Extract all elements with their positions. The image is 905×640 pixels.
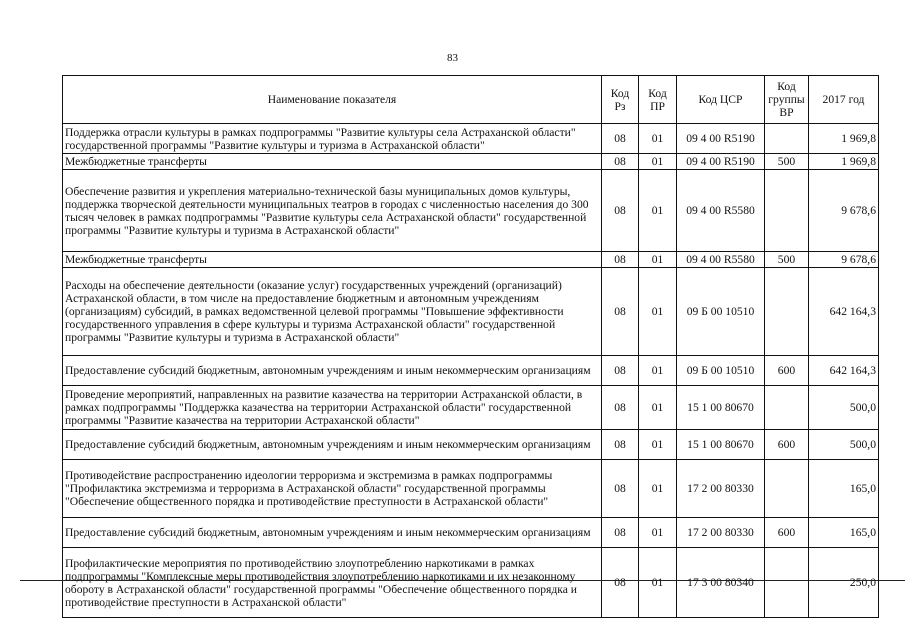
row-pr: 01 <box>639 252 677 268</box>
row-name: Предоставление субсидий бюджетным, автономным учреждениям и иным некоммерческим организациям <box>63 356 602 386</box>
row-name: Противодействие распространению идеологии терроризма и экстремизма в рамках подпрограммы "Профилактика экстремизма и терроризма в Астраханской области" государственной программы "Обеспечение общественного порядка и противодействие преступности в Астраханской области" <box>63 460 602 518</box>
row-pr: 01 <box>639 170 677 252</box>
row-rz: 08 <box>602 460 639 518</box>
row-name: Предоставление субсидий бюджетным, автономным учреждениям и иным некоммерческим организациям <box>63 430 602 460</box>
row-vr <box>765 268 809 356</box>
row-vr: 500 <box>765 252 809 268</box>
table-row <box>63 430 879 460</box>
row-rz: 08 <box>602 386 639 430</box>
row-amount: 9 678,6 <box>809 252 879 268</box>
row-amount: 165,0 <box>809 518 879 548</box>
row-rz: 08 <box>602 518 639 548</box>
row-vr <box>765 548 809 618</box>
budget-table <box>62 75 879 618</box>
row-vr: 600 <box>765 518 809 548</box>
table-row <box>63 268 879 356</box>
table-header <box>63 76 879 124</box>
row-vr <box>765 386 809 430</box>
scan-strike-line <box>20 580 905 581</box>
row-rz: 08 <box>602 154 639 170</box>
row-name: Поддержка отрасли культуры в рамках подпрограммы "Развитие культуры села Астраханской области" государственной программы "Развитие культуры и туризма в Астраханской области" <box>63 124 602 154</box>
table-row <box>63 124 879 154</box>
row-name: Расходы на обеспечение деятельности (оказание услуг) государственных учреждений (организаций) Астраханской области, в том числе на предоставление бюджетным и автономным учреждениям (организациям) субсидий, в рамках ведомственной целевой программы "Повышение эффективности государственного управления в сфере культуры и туризма Астраханской области" государственной программы "Развитие культуры и туризма в Астраханской области" <box>63 268 602 356</box>
row-pr: 01 <box>639 356 677 386</box>
row-name: Проведение мероприятий, направленных на развитие казачества на территории Астраханской области, в рамках подпрограммы "Поддержка казачества на территории Астраханской области" государственной программы "Развитие казачества на территории Астраханской области" <box>63 386 602 430</box>
row-vr <box>765 124 809 154</box>
row-csr: 17 2 00 80330 <box>677 518 765 548</box>
row-pr: 01 <box>639 430 677 460</box>
row-pr: 01 <box>639 268 677 356</box>
row-pr: 01 <box>639 386 677 430</box>
table-row <box>63 460 879 518</box>
page-number: 83 <box>447 52 458 64</box>
header-pr: Код ПР <box>639 76 677 124</box>
header-vr: Код группы ВР <box>765 76 809 124</box>
row-rz: 08 <box>602 430 639 460</box>
table-row <box>63 386 879 430</box>
row-amount: 500,0 <box>809 430 879 460</box>
row-pr: 01 <box>639 154 677 170</box>
row-csr: 17 3 00 80340 <box>677 548 765 618</box>
row-csr: 09 Б 00 10510 <box>677 356 765 386</box>
row-name: Профилактические мероприятия по противодействию злоупотреблению наркотиками в рамках подпрограммы "Комплексные меры противодействия злоупотреблению наркотиками и их незаконному обороту в Астраханской области" государственной программы "Обеспечение общественного порядка и противодействие преступности в Астраханской области" <box>63 548 602 618</box>
row-rz: 08 <box>602 252 639 268</box>
header-csr: Код ЦСР <box>677 76 765 124</box>
table-row <box>63 170 879 252</box>
table-row <box>63 356 879 386</box>
table-row <box>63 154 879 170</box>
row-name: Межбюджетные трансферты <box>63 154 602 170</box>
header-rz: Код Рз <box>602 76 639 124</box>
row-name: Обеспечение развития и укрепления материально-технической базы муниципальных домов культуры, поддержка творческой деятельности муниципальных театров в городах с численностью населения до 300 тысяч человек в рамках подпрограммы "Развитие культуры села Астраханской области" государственной программы "Развитие культуры и туризма в Астраханской области" <box>63 170 602 252</box>
row-csr: 17 2 00 80330 <box>677 460 765 518</box>
row-rz: 08 <box>602 356 639 386</box>
row-vr: 600 <box>765 356 809 386</box>
row-pr: 01 <box>639 548 677 618</box>
row-csr: 09 4 00 R5580 <box>677 170 765 252</box>
row-pr: 01 <box>639 124 677 154</box>
table-body <box>63 124 879 618</box>
row-pr: 01 <box>639 518 677 548</box>
row-vr <box>765 460 809 518</box>
table-row <box>63 518 879 548</box>
table-row <box>63 252 879 268</box>
row-rz: 08 <box>602 268 639 356</box>
row-amount: 9 678,6 <box>809 170 879 252</box>
row-amount: 642 164,3 <box>809 268 879 356</box>
row-vr <box>765 170 809 252</box>
row-csr: 15 1 00 80670 <box>677 430 765 460</box>
row-amount: 1 969,8 <box>809 154 879 170</box>
row-csr: 09 4 00 R5580 <box>677 252 765 268</box>
row-name: Межбюджетные трансферты <box>63 252 602 268</box>
row-amount: 500,0 <box>809 386 879 430</box>
row-amount: 1 969,8 <box>809 124 879 154</box>
row-csr: 09 4 00 R5190 <box>677 124 765 154</box>
row-amount: 165,0 <box>809 460 879 518</box>
row-csr: 15 1 00 80670 <box>677 386 765 430</box>
row-name: Предоставление субсидий бюджетным, автономным учреждениям и иным некоммерческим организациям <box>63 518 602 548</box>
row-rz: 08 <box>602 170 639 252</box>
row-amount: 642 164,3 <box>809 356 879 386</box>
row-rz: 08 <box>602 548 639 618</box>
header-year: 2017 год <box>809 76 879 124</box>
row-vr: 600 <box>765 430 809 460</box>
table-row <box>63 548 879 618</box>
row-csr: 09 4 00 R5190 <box>677 154 765 170</box>
header-name: Наименование показателя <box>63 76 602 124</box>
row-csr: 09 Б 00 10510 <box>677 268 765 356</box>
row-amount: 250,0 <box>809 548 879 618</box>
row-vr: 500 <box>765 154 809 170</box>
row-pr: 01 <box>639 460 677 518</box>
row-rz: 08 <box>602 124 639 154</box>
